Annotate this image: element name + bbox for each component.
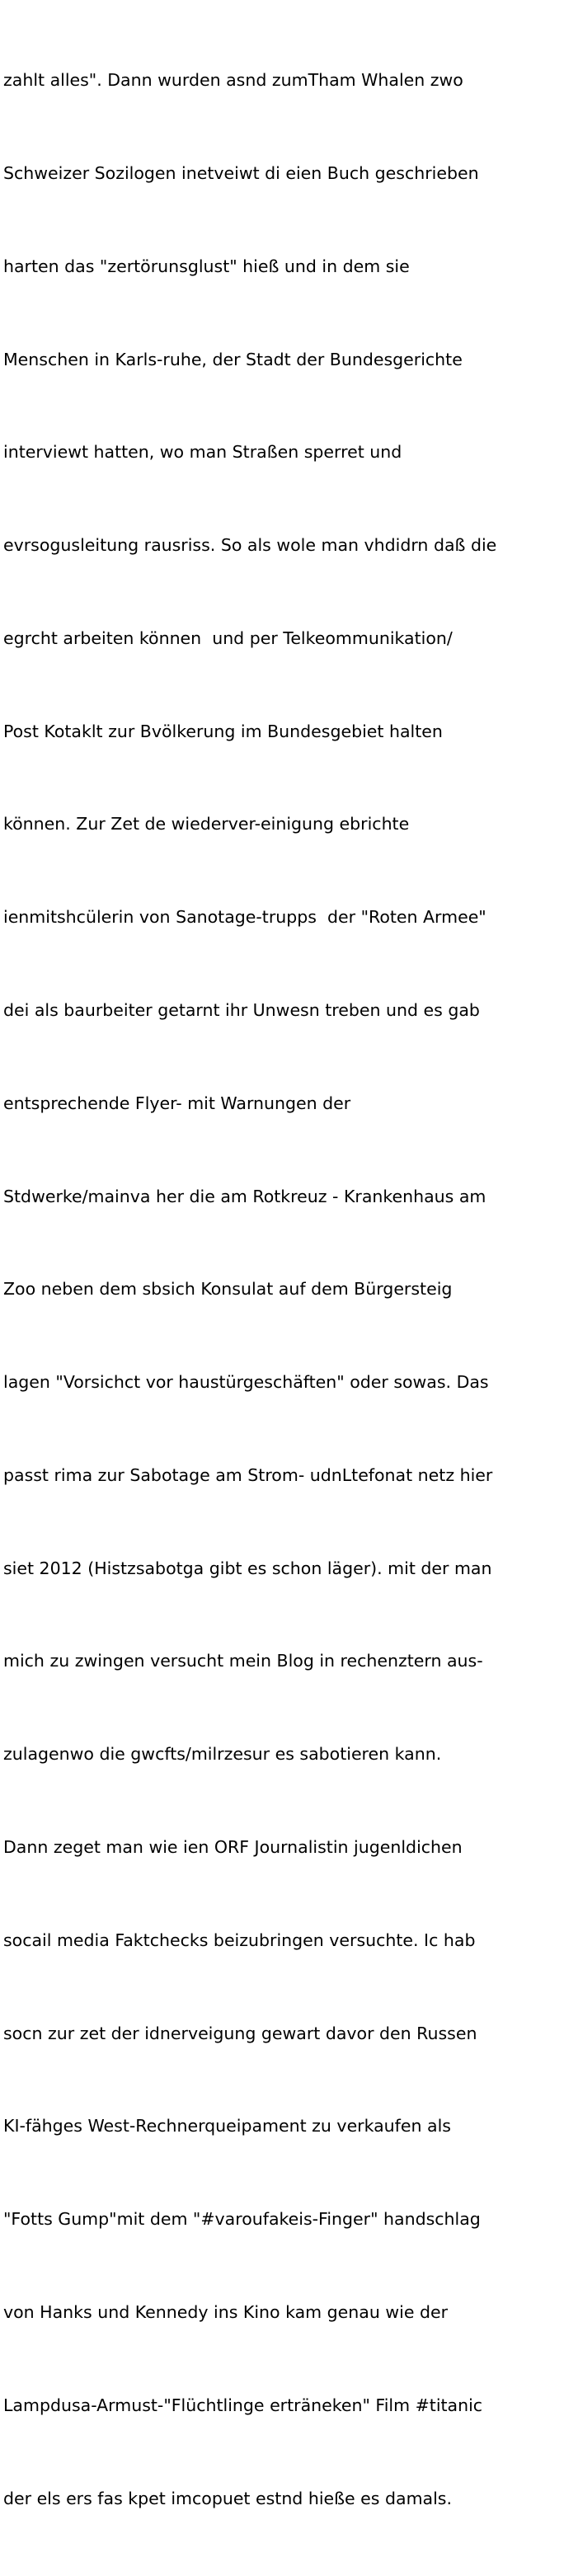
text-line: Lampdusa-Armust-"Flüchtlinge erträneken" Film #titanic	[3, 2395, 483, 2415]
text-line: socail media Faktchecks beizubringen versuchte. Ic hab	[3, 1930, 476, 1950]
text-line: von Hanks und Kennedy ins Kino kam genau wie der	[3, 2301, 448, 2322]
text-line: Zoo neben dem sbsich Konsulat auf dem Bürgersteig	[3, 1279, 453, 1300]
text-line: KI-fähges West-Rechnerqueipament zu verkaufen als	[3, 2116, 451, 2136]
text-line: egrcht arbeiten können und per Telkeommunikation/	[3, 628, 453, 648]
text-line: entsprechende Flyer- mit Warnungen der	[3, 1093, 351, 1113]
text-line: interviewt hatten, wo man Straßen sperret und	[3, 442, 402, 463]
text-line: lagen "Vorsichct vor haustürgeschäften" oder sowas. Das	[3, 1372, 489, 1393]
text-line: Dann zeget man wie ien ORF Journalistin jugenldichen	[3, 1837, 463, 1858]
text-line: können. Zur Zet de wiederver-einigung ebrichte	[3, 814, 410, 834]
text-line: zahlt alles". Dann wurden asnd zumTham Whalen zwo	[3, 70, 463, 91]
text-line: "Fotts Gump"mit dem "#varoufakeis-Finger" handschlag	[3, 2209, 481, 2230]
text-line: socn zur zet der idnerveigung gewart davor den Russen	[3, 2023, 477, 2043]
text-line: harten das "zertörunsglust" hieß und in dem sie	[3, 256, 410, 276]
text-line: der els ers fas kpet imcopuet estnd hieße es damals.	[3, 2488, 452, 2508]
text-line: Menschen in Karls-ruhe, der Stadt der Bundesgerichte	[3, 349, 463, 369]
text-line: mich zu zwingen versucht mein Blog in rechenztern aus-	[3, 1651, 483, 1671]
document-text-block	[3, 3, 559, 2576]
text-line: ienmitshcülerin von Sanotage-trupps der "Roten Armee"	[3, 907, 486, 928]
text-line: zulagenwo die gwcfts/milrzesur es sabotieren kann.	[3, 1744, 442, 1765]
text-line: passt rima zur Sabotage am Strom- udnLtefonat netz hier	[3, 1464, 493, 1485]
text-line: Schweizer Sozilogen inetveiwt di eien Buch geschrieben	[3, 162, 479, 183]
text-line: Stdwerke/mainva her die am Rotkreuz - Krankenhaus am	[3, 1186, 486, 1206]
text-line: Post Kotaklt zur Bvölkerung im Bundesgebiet halten	[3, 721, 443, 741]
text-line: siet 2012 (Histzsabotga gibt es schon läger). mit der man	[3, 1558, 492, 1578]
text-line: dei als baurbeiter getarnt ihr Unwesn treben und es gab	[3, 1000, 480, 1020]
text-line: evrsogusleitung rausriss. So als wole man vhdidrn daß die	[3, 535, 497, 556]
